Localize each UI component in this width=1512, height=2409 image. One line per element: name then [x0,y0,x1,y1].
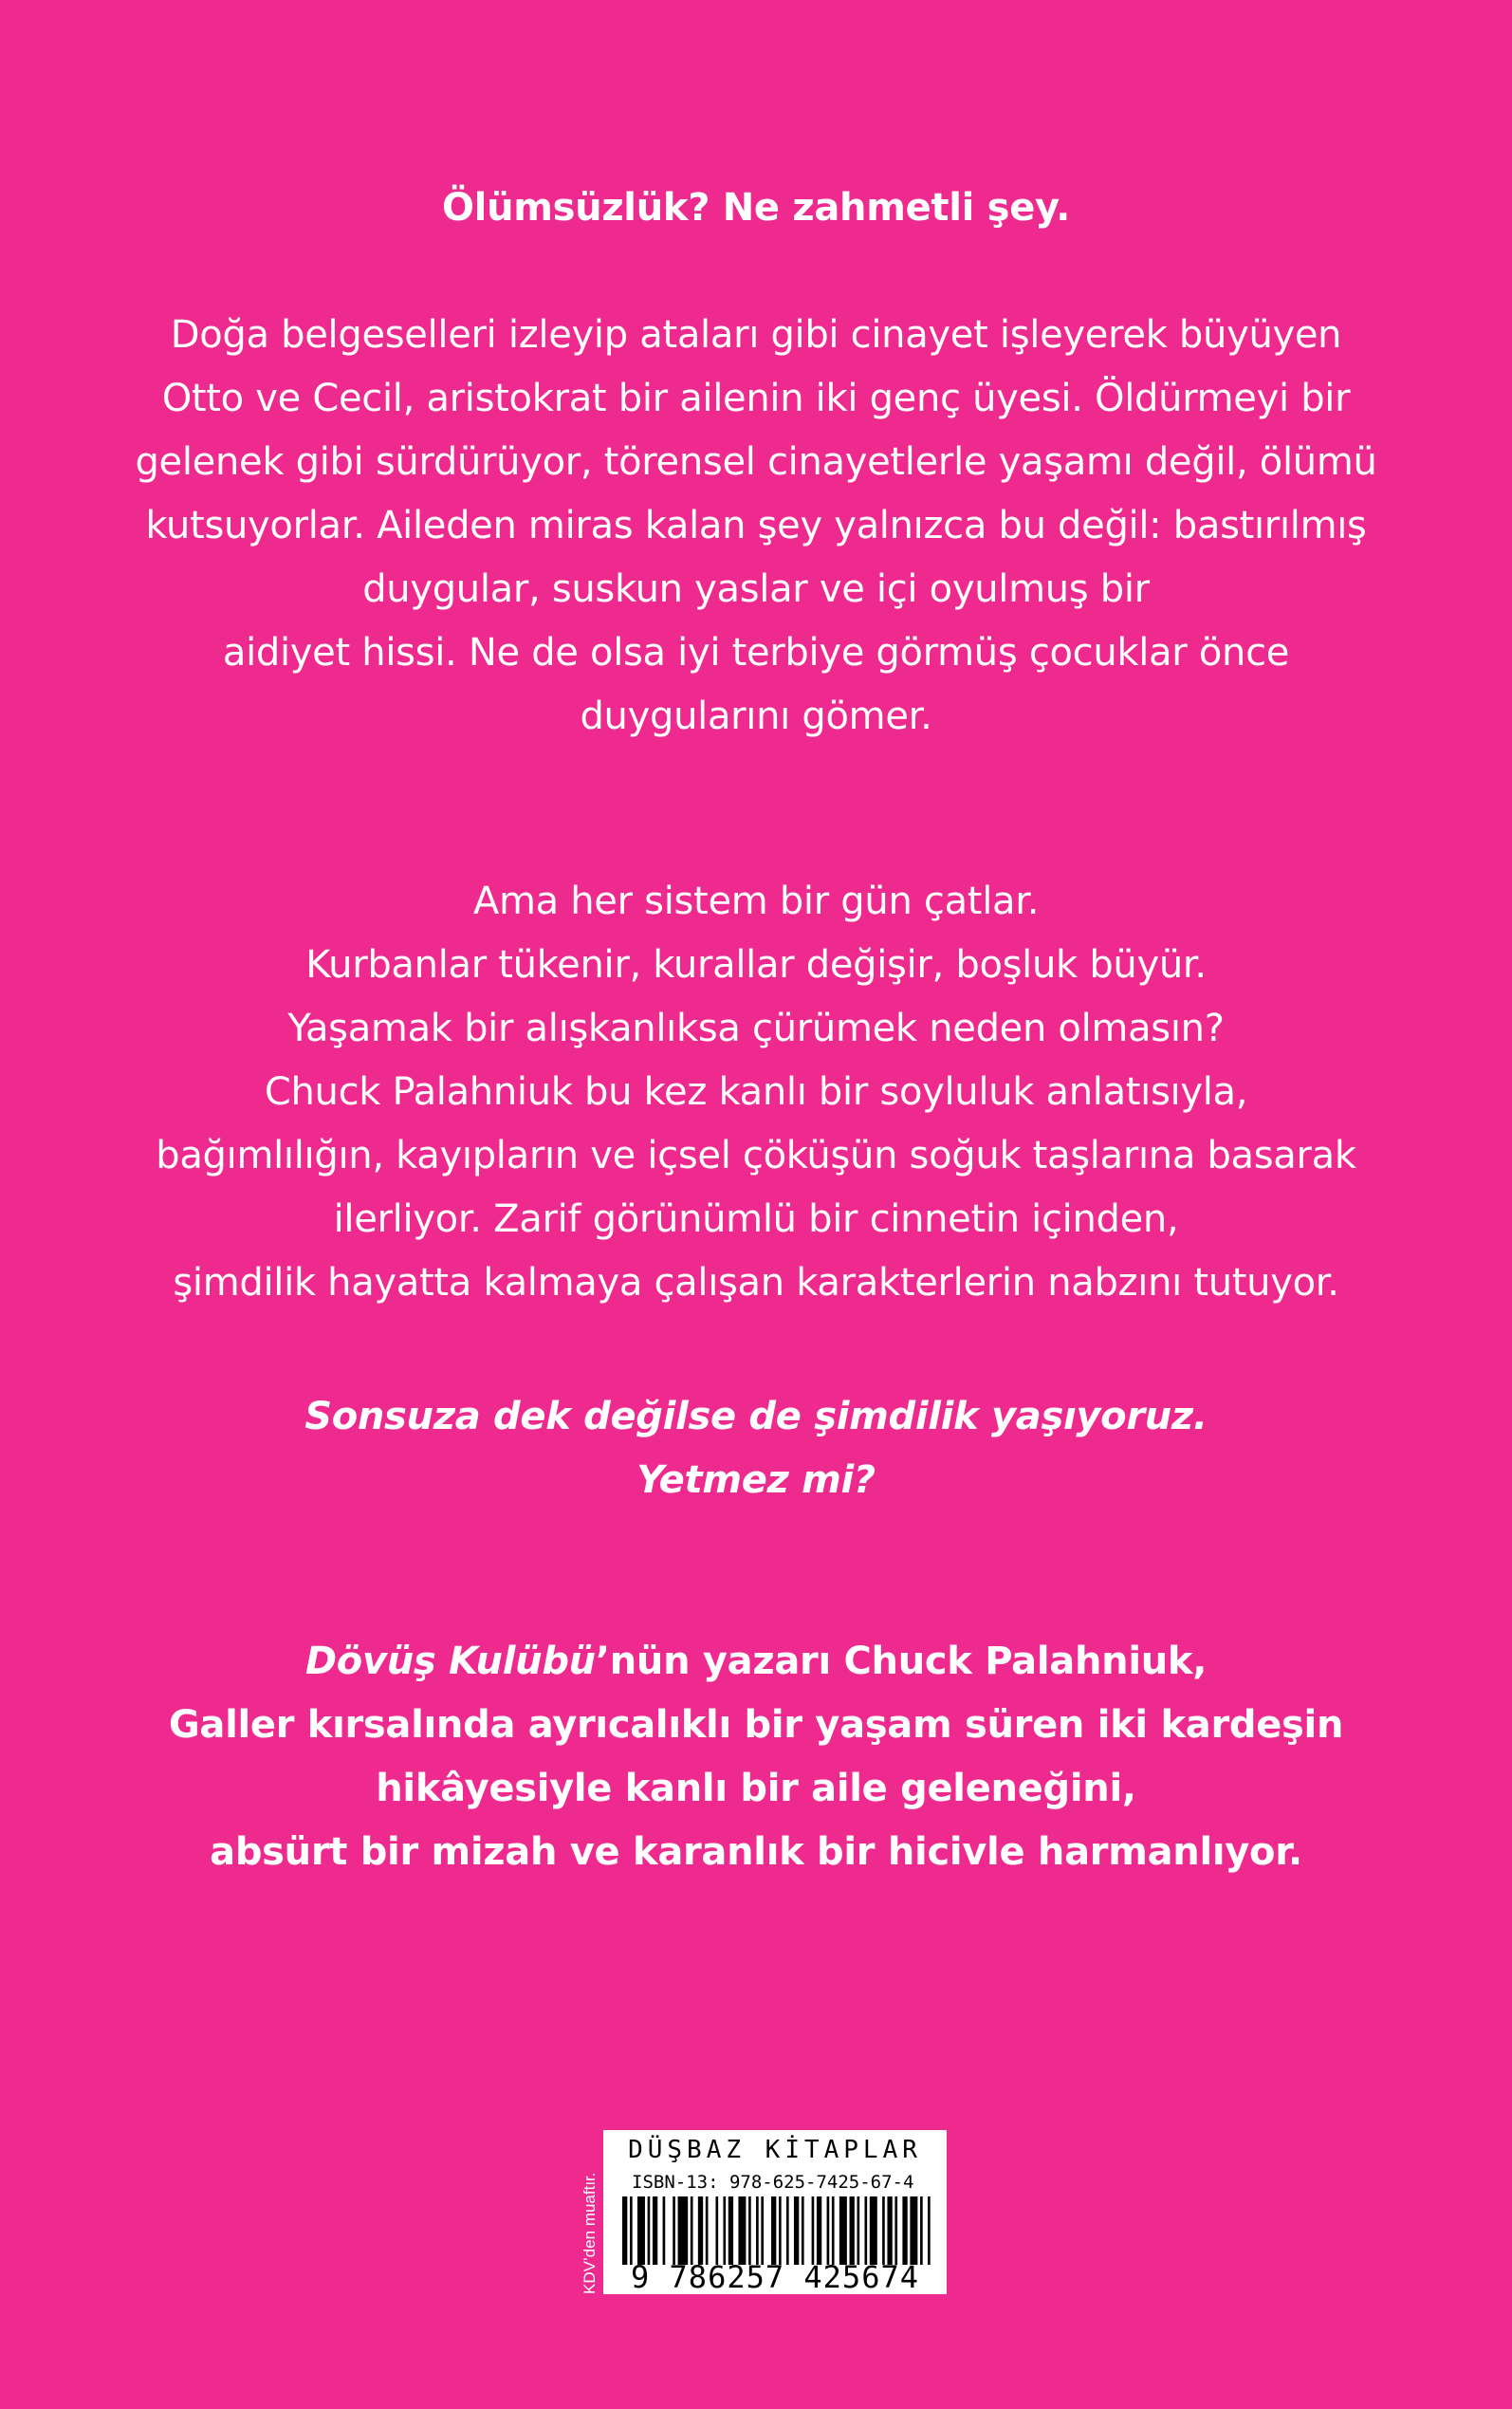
blurb-line: Galler kırsalında ayrıcalıklı bir yaşam süren iki kardeşin [168,1703,1344,1747]
tagline-quote [0,1385,1512,1512]
headline-text: Ölümsüzlük? Ne zahmetli şey. [441,186,1071,230]
paragraph-line: Doğa belgeselleri izleyip ataları gibi cinayet işleyerek büyüyen [170,313,1342,357]
barcode-box [603,2130,947,2294]
blurb-line: hikâyesiyle kanlı bir aile geleneğini, [376,1767,1136,1810]
book-title-italic: Dövüş Kulübü [304,1640,596,1683]
paragraph-line: aidiyet hissi. Ne de olsa iyi terbiye görmüş çocuklar önce [222,631,1290,675]
paragraph-line: duygular, suskun yaslar ve içi oyulmuş bir [362,567,1150,611]
paragraph-line: şimdilik hayatta kalmaya çalışan karakterlerin nabzını tutuyor. [173,1261,1339,1305]
barcode-digits: 9 786257 425674 [631,2259,919,2295]
paragraph-line: ilerliyor. Zarif görünümlü bir cinnetin içinden, [333,1197,1179,1241]
headline [0,176,1512,240]
tax-exemption-note: KDV’den muaftır. [581,2172,599,2294]
publisher-name: DÜŞBAZ KİTAPLAR [628,2136,922,2164]
blurb-title-suffix: ’nün yazarı Chuck Palahniuk, [595,1640,1208,1683]
paragraph-line: bağımlılığın, kayıpların ve içsel çöküşün soğuk taşlarına basarak [156,1134,1356,1177]
blurb-line: absürt bir mizah ve karanlık bir hicivle harmanlıyor. [210,1830,1302,1874]
author-blurb [0,1630,1512,1884]
description-paragraph-1 [0,304,1512,749]
paragraph-line: Kurbanlar tükenir, kurallar değişir, boşluk büyür. [305,943,1207,987]
barcode-bars [622,2196,935,2265]
description-paragraph-2 [0,870,1512,1315]
quote-line: Yetmez mi? [636,1458,876,1502]
paragraph-line: Ama her sistem bir gün çatlar. [472,880,1040,923]
paragraph-line: Chuck Palahniuk bu kez kanlı bir soyluluk anlatısıyla, [264,1070,1248,1114]
paragraph-line: Otto ve Cecil, aristokrat bir ailenin iki genç üyesi. Öldürmeyi bir [161,377,1351,420]
paragraph-line: duygularını gömer. [580,695,932,738]
quote-line: Sonsuza dek değilse de şimdilik yaşıyoruz. [304,1395,1208,1438]
isbn-label: ISBN-13: 978-625-7425-67-4 [632,2172,914,2193]
paragraph-line: kutsuyorlar. Aileden miras kalan şey yalnızca bu değil: bastırılmış [145,504,1367,547]
blurb-first-line [0,1630,1512,1694]
paragraph-line: Yaşamak bir alışkanlıksa çürümek neden olmasın? [287,1007,1225,1050]
paragraph-line: gelenek gibi sürdürüyor, törensel cinayetlerle yaşamı değil, ölümü [135,440,1377,484]
